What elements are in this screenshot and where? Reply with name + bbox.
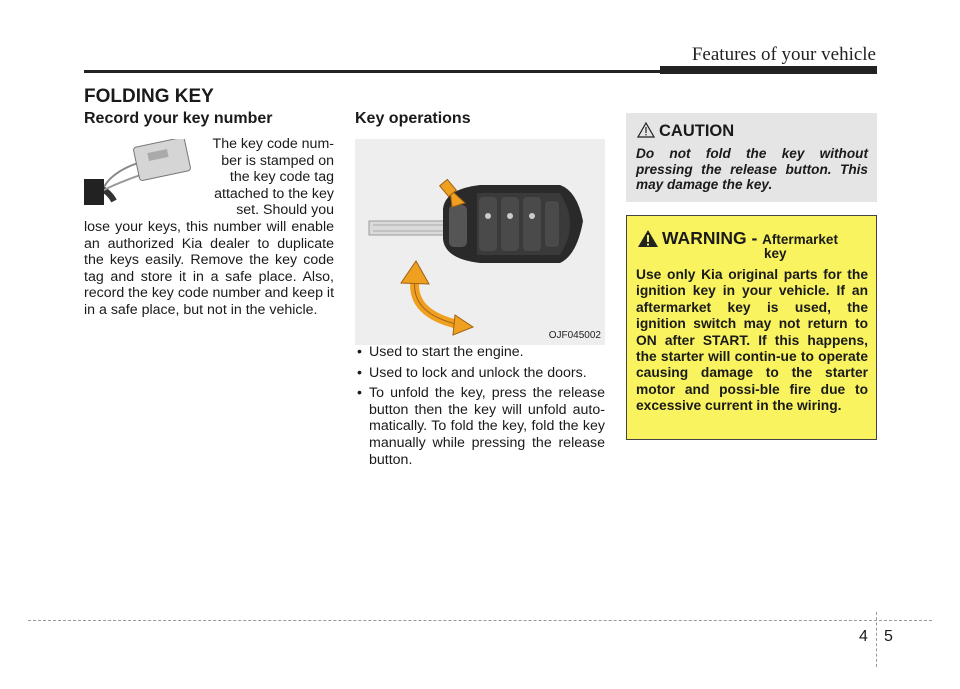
caution-triangle-icon bbox=[637, 122, 655, 143]
intro-line: attached to the key bbox=[214, 185, 334, 202]
footer-rule bbox=[28, 620, 932, 621]
warning-subtitle: Aftermarket bbox=[762, 232, 838, 247]
operations-list bbox=[355, 344, 605, 472]
caution-title: CAUTION bbox=[659, 122, 735, 140]
intro-line: The key code num- bbox=[212, 136, 334, 152]
section-title: FOLDING KEY bbox=[84, 86, 214, 107]
list-item-text: Used to lock and unlock the doors. bbox=[369, 364, 587, 381]
warning-title bbox=[662, 228, 838, 249]
header-rule bbox=[84, 70, 660, 73]
page-number: 5 bbox=[884, 628, 893, 645]
intro-line: set. Should you bbox=[236, 202, 334, 219]
list-item: • To unfold the key, press the release button then the key will unfold auto-matically. To fold the key, fold the key manually while pressing the release button. bbox=[357, 385, 605, 468]
folding-key-figure bbox=[355, 139, 605, 345]
record-text-intro bbox=[200, 136, 334, 219]
intro-line: the key code tag bbox=[229, 169, 334, 186]
warning-triangle-icon bbox=[637, 229, 659, 253]
warning-title-text: WARNING - bbox=[662, 228, 758, 248]
key-tag-image bbox=[84, 139, 191, 205]
chapter-number: 4 bbox=[859, 628, 868, 645]
list-item: • Used to start the engine. bbox=[357, 344, 524, 360]
list-item-text: To unfold the key, press the release button then the key will unfold auto-matically. To fold the key, fold the key manually while pressing the release button. bbox=[369, 385, 605, 468]
intro-line: ber is stamped on bbox=[221, 152, 334, 169]
record-text: lose your keys, this number will enable an authorized Kia dealer to duplicate the keys easily. Remove the key code tag and store it in a safe place. Also, record the key code number and keep it in a safe place, but not in the vehicle. bbox=[84, 218, 335, 318]
running-header: Features of your vehicle bbox=[691, 44, 876, 65]
header-rule-thick bbox=[660, 66, 877, 74]
warning-subtitle-2: key bbox=[764, 246, 787, 261]
warning-text: Use only Kia original parts for the ignition key in your vehicle. If an aftermarket key is used, the ignition switch may not return to ON after START. If this happens, the starter will contin-ue to operate causing damage to the starter motor and possi-ble fire due to excessive current in the wiring. bbox=[636, 267, 868, 414]
list-item-text: Used to start the engine. bbox=[369, 344, 524, 360]
caution-text: Do not fold the key without pressing the release button. This may damage the key. bbox=[636, 146, 868, 192]
operations-heading: Key operations bbox=[355, 110, 471, 127]
record-heading: Record your key number bbox=[84, 110, 273, 127]
figure-label: OJF045002 bbox=[548, 330, 601, 341]
warning-box bbox=[626, 215, 877, 440]
caution-box bbox=[626, 113, 877, 202]
page-number-separator bbox=[876, 612, 877, 667]
key-operations-section bbox=[355, 110, 605, 468]
list-item: • Used to lock and unlock the doors. bbox=[357, 364, 587, 381]
record-key-number-section bbox=[84, 110, 334, 319]
